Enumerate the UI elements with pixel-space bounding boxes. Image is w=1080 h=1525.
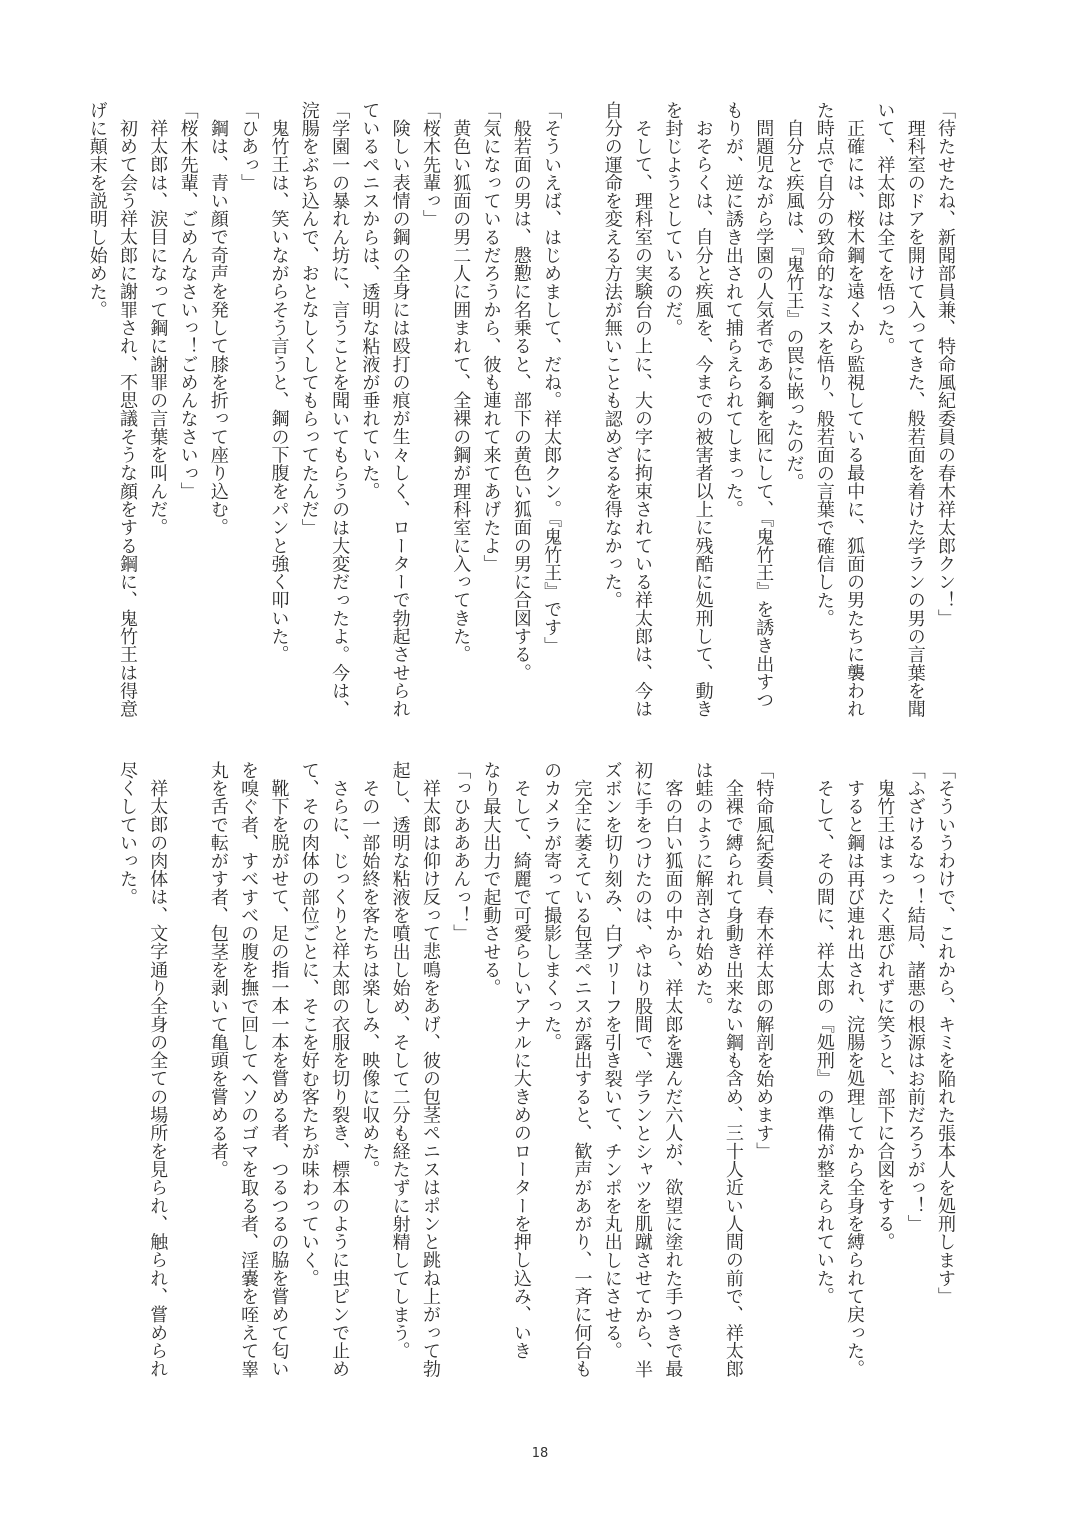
text-block-bottom [112, 761, 960, 1379]
text-line: 「ひあっ」 [238, 101, 260, 192]
text-line: 険しい表情の鋼の全身には殴打の痕が生々しく、ローターで勃起させられ [389, 119, 411, 719]
text-line: 「待たせたね、新聞部員兼、特命風紀委員の春木祥太郎クン！」 [935, 101, 956, 628]
text-line: 「っひあああんっ！」 [450, 761, 472, 943]
blank-line [566, 101, 596, 711]
text-line: 初に手をつけたのは、やはり股間で、学ランとシャツを肌蹴させてから、半 [632, 761, 654, 1379]
text-line: 完全に萎えている包茎ペニスが露出すると、歓声があがり、一斉に何台も [571, 779, 593, 1379]
text-block-top [81, 101, 960, 719]
text-line: その一部始終を客たちは楽しみ、映像に収めた。 [359, 779, 381, 1179]
text-line: た時点で自分の致命的なミスを悟り、般若面の言葉で確信した。 [813, 101, 835, 628]
text-line: 「桜木先輩、ごめんなさいっ！ごめんなさいっ」 [177, 101, 199, 501]
text-line: 祥太郎は、涙目になって鋼に謝罪の言葉を叫んだ。 [147, 119, 169, 537]
text-line: を封じようとしているのだ。 [662, 101, 684, 337]
text-line: 鋼は、青い顔で奇声を発して膝を折って座り込む。 [207, 119, 229, 537]
text-line: 客の白い狐面の中から、祥太郎を選んだ六人が、欲望に塗れた手つきで最 [662, 779, 684, 1379]
text-line: そして、その間に、祥太郎の『処刑』の準備が整えられていた。 [813, 779, 835, 1306]
text-line: 「そういうわけで、これから、キミを陥れた張本人を処刑します」 [935, 761, 956, 1306]
text-line: ているペニスからは、透明な粘液が垂れていた。 [359, 101, 381, 501]
text-line: 鬼竹王は、笑いながらそう言うと、鋼の下腹をパンと強く叩いた。 [268, 119, 290, 664]
text-line: 理科室のドアを開けて入ってきた、般若面を着けた学ランの男の言葉を聞 [904, 119, 926, 719]
text-line: 「特命風紀委員、春木祥太郎の解剖を始めます」 [753, 761, 775, 1161]
text-line: 鬼竹王はまったく悪びれずに笑うと、部下に合図をする。 [874, 779, 896, 1252]
text-line: 「そういえば、はじめまして、だね。祥太郎クン。『鬼竹王』です」 [541, 101, 563, 655]
text-line: のカメラが寄って撮影しまくった。 [541, 761, 563, 1052]
text-line: おそらくは、自分と疾風を、今までの被害者以上に残酷に処刑して、動き [692, 119, 714, 719]
text-line: 自分と疾風は、『鬼竹王』の罠に嵌ったのだ。 [783, 119, 805, 492]
text-line: さらに、じっくりと祥太郎の衣服を切り裂き、標本のように虫ピンで止め [329, 779, 351, 1379]
text-line: 「桜木先輩っ」 [419, 101, 441, 229]
text-line: 問題児ながら学園の人気者である鋼を囮にして、『鬼竹王』を誘き出すつ [753, 119, 775, 710]
text-line: て、その肉体の部位ごとに、そこを好む客たちが味わっていく。 [298, 761, 320, 1288]
text-line: 祥太郎は仰け反って悲鳴をあげ、彼の包茎ペニスはポンと跳ね上がって勃 [419, 779, 441, 1379]
text-line: いて、祥太郎は全てを悟った。 [874, 101, 896, 356]
text-line: 「ふざけるなっ！結局、諸悪の根源はお前だろうがっ！」 [904, 761, 926, 1233]
text-line: 祥太郎の肉体は、文字通り全身の全ての場所を見られ、触られ、嘗められ [147, 779, 169, 1379]
text-line: 「気になっているだろうから、彼も連れて来てあげたよ」 [480, 101, 502, 573]
text-line: すると鋼は再び連れ出され、浣腸を処理してから全身を縛られて戻った。 [844, 779, 866, 1379]
text-line: 起し、透明な粘液を噴出し始め、そして二分も経たずに射精してしまう。 [389, 761, 411, 1360]
text-line: ズボンを切り刻み、白ブリーフを引き裂いて、チンポを丸出しにさせる。 [601, 761, 623, 1360]
text-line: を嗅ぐ者、すべすべの腹を撫で回してヘソのゴマを取る者、淫嚢を咥えて睾 [238, 761, 260, 1379]
text-line: げに顛末を説明し始めた。 [86, 101, 108, 319]
text-line: なり最大出力で起動させる。 [480, 761, 502, 997]
text-line: 自分の運命を変える方法が無いことも認めざるを得なかった。 [601, 101, 623, 610]
text-line: 黄色い狐面の男二人に囲まれて、全裸の鋼が理科室に入ってきた。 [450, 119, 472, 664]
text-line: 正確には、桜木鋼を遠くから監視している最中に、狐面の男たちに襲われ [844, 119, 866, 719]
text-line: は蛙のように解剖され始めた。 [692, 761, 714, 1016]
text-line: 丸を舌で転がす者、包茎を剥いて亀頭を嘗める者。 [207, 761, 229, 1179]
blank-line [172, 761, 202, 1371]
text-line: 浣腸をぶち込んで、おとなしくしてもらってたんだ」 [298, 101, 320, 537]
page-number: 18 [531, 1446, 549, 1461]
text-line: そして、理科室の実験台の上に、大の字に拘束されている祥太郎は、今は [632, 119, 654, 719]
text-line: 尽くしていった。 [116, 761, 138, 907]
text-line: 全裸で縛られて身動き出来ない鋼も含め、三十人近い人間の前で、祥太郎 [722, 779, 744, 1379]
text-line: 靴下を脱がせて、足の指一本一本を嘗める者、つるつるの脇を嘗めて匂い [268, 779, 290, 1379]
text-line: 「学園一の暴れん坊に、言うことを聞いてもらうのは大変だったよ。今は、 [329, 101, 351, 719]
text-line: もりが、逆に誘き出されて捕らえられてしまった。 [722, 101, 744, 519]
text-line: 初めて会う祥太郎に謝罪され、不思議そうな顔をする鋼に、鬼竹王は得意 [116, 119, 138, 719]
text-line: 般若面の男は、慇懃に名乗ると、部下の黄色い狐面の男に合図する。 [510, 119, 532, 682]
text-line: そして、綺麗で可愛らしいアナルに大きめのローターを押し込み、いき [510, 779, 532, 1360]
blank-line [778, 761, 808, 1371]
